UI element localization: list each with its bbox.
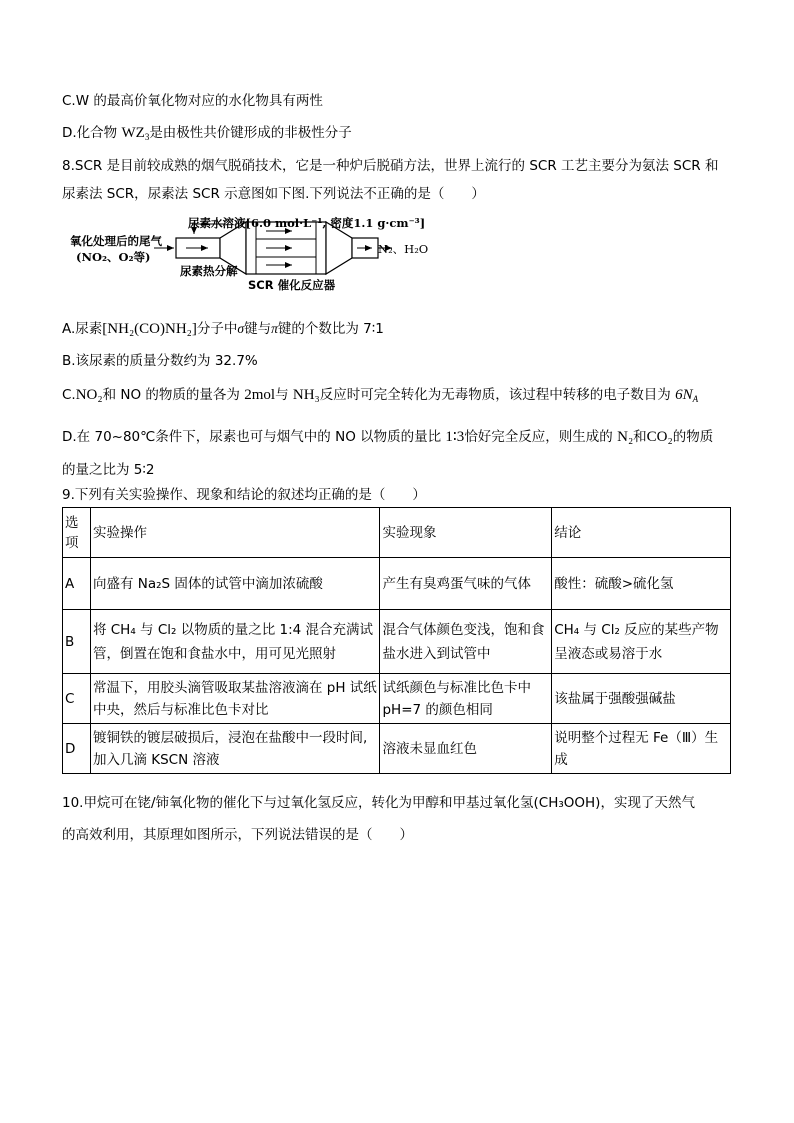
row-phenomenon: 混合气体颜色变浅，饱和食 盐水进入到试管中 (380, 610, 552, 674)
row-operation: 向盛有 Na₂S 固体的试管中滴加浓硫酸 (90, 558, 380, 610)
q7-option-c: C.W 的最高价氧化物对应的水化物具有两性 (62, 93, 323, 109)
row-conclusion: 说明整个过程无 Fe（Ⅲ）生 成 (552, 724, 731, 774)
urea-decomposition-label: 尿素热分解 (180, 264, 238, 278)
urea-solution-label: 尿素水溶液[6.0 mol·L⁻¹, 密度1.1 g·cm⁻³] (188, 216, 426, 230)
row-conclusion: 该盐属于强酸强碱盐 (552, 674, 731, 724)
row-conclusion: 酸性：硫酸>硫化氢 (552, 558, 731, 610)
q7-d-prefix: D.化合物 (62, 125, 122, 141)
row-option: B (63, 610, 91, 674)
row-option: D (63, 724, 91, 774)
table-row (63, 558, 731, 610)
avogadro-number: $6N_A$ (675, 387, 699, 404)
nh3-formula: NH₃ (292, 387, 320, 403)
products-label: N₂、H₂O (378, 242, 429, 256)
row-phenomenon: 溶液未显血红色 (380, 724, 552, 774)
table-row (63, 674, 731, 724)
q7-d-suffix: 是由极性共价键形成的非极性分子 (149, 125, 352, 141)
experiment-table (62, 507, 731, 774)
q8-stem-line1: 8.SCR 是目前较成熟的烟气脱硝技术，它是一种炉后脱硝方法，世界上流行的 SCR 工艺主要分为氨法 SCR 和 (62, 158, 719, 174)
q8-stem-line2: 尿素法 SCR，尿素法 SCR 示意图如下图.下列说法不正确的是（ ） (62, 186, 485, 202)
exhaust-gas-components: (NO₂、O₂等) (76, 250, 151, 264)
q8-option-a: A.尿素[NH₂(CO)NH₂]分子中σ键与π键的个数比为 7∶1 (62, 321, 384, 337)
header-conclusion: 结论 (552, 508, 731, 558)
row-phenomenon: 试纸颜色与标准比色卡中 pH=7 的颜色相同 (380, 674, 552, 724)
q10-stem-line2: 的高效利用，其原理如图所示，下列说法错误的是（ ） (62, 827, 413, 843)
n2-formula: N₂ (617, 429, 634, 445)
row-option: C (63, 674, 91, 724)
row-phenomenon: 产生有臭鸡蛋气味的气体 (380, 558, 552, 610)
table-row (63, 724, 731, 774)
q9-stem: 9.下列有关实验操作、现象和结论的叙述均正确的是（ ） (62, 487, 426, 503)
scr-reactor-label: SCR 催化反应器 (248, 278, 336, 292)
row-option: A (63, 558, 91, 610)
header-operation: 实验操作 (90, 508, 380, 558)
urea-formula: [NH₂(CO)NH₂] (102, 321, 197, 337)
header-option: 选 项 (63, 508, 91, 558)
row-operation: 镀铜铁的镀层破损后，浸泡在盐酸中一段时间, 加入几滴 KSCN 溶液 (90, 724, 380, 774)
q10-stem-line1: 10.甲烷可在铑/铈氧化物的催化下与过氧化氢反应，转化为甲醇和甲基过氧化氢(CH₃OOH)，实现了天然气 (62, 795, 695, 811)
table-row (63, 610, 731, 674)
table-header-row (63, 508, 731, 558)
co2-formula: CO₂ (646, 429, 673, 445)
q7-option-d (62, 124, 352, 146)
no2-formula: NO₂ (75, 387, 103, 403)
row-operation: 常温下，用胶头滴管吸取某盐溶液滴在 pH 试纸 中央，然后与标准比色卡对比 (90, 674, 380, 724)
ratio-1-3: 1∶3 (445, 429, 465, 445)
q7-d-formula: $WZ_3$ (121, 125, 150, 142)
exhaust-gas-label: 氧化处理后的尾气 (70, 234, 162, 248)
q8-option-b: B.该尿素的质量分数约为 32.7% (62, 353, 258, 369)
mol-amount: 2mol (244, 387, 276, 403)
q8-option-d-line1: D.在 70~80℃条件下，尿素也可与烟气中的 NO 以物质的量比 1∶3恰好完全反应，则生成的 N₂和CO₂的物质 (62, 429, 714, 445)
scr-diagram (70, 212, 430, 294)
pi-symbol: π (271, 321, 278, 336)
row-operation: 将 CH₄ 与 Cl₂ 以物质的量之比 1:4 混合充满试 管，倒置在饱和食盐水中，用可见光照射 (90, 610, 380, 674)
row-conclusion: CH₄ 与 Cl₂ 反应的某些产物 呈液态或易溶于水 (552, 610, 731, 674)
header-phenomenon: 实验现象 (380, 508, 552, 558)
sigma-symbol: σ (237, 321, 245, 336)
q8-option-c: C.NO₂和 NO 的物质的量各为 2mol与 NH₃反应时可完全转化为无毒物质，该过程中转移的电子数目为 $6N_A$ (62, 387, 699, 404)
q8-option-d-line2: 的量之比为 5∶2 (62, 462, 155, 478)
